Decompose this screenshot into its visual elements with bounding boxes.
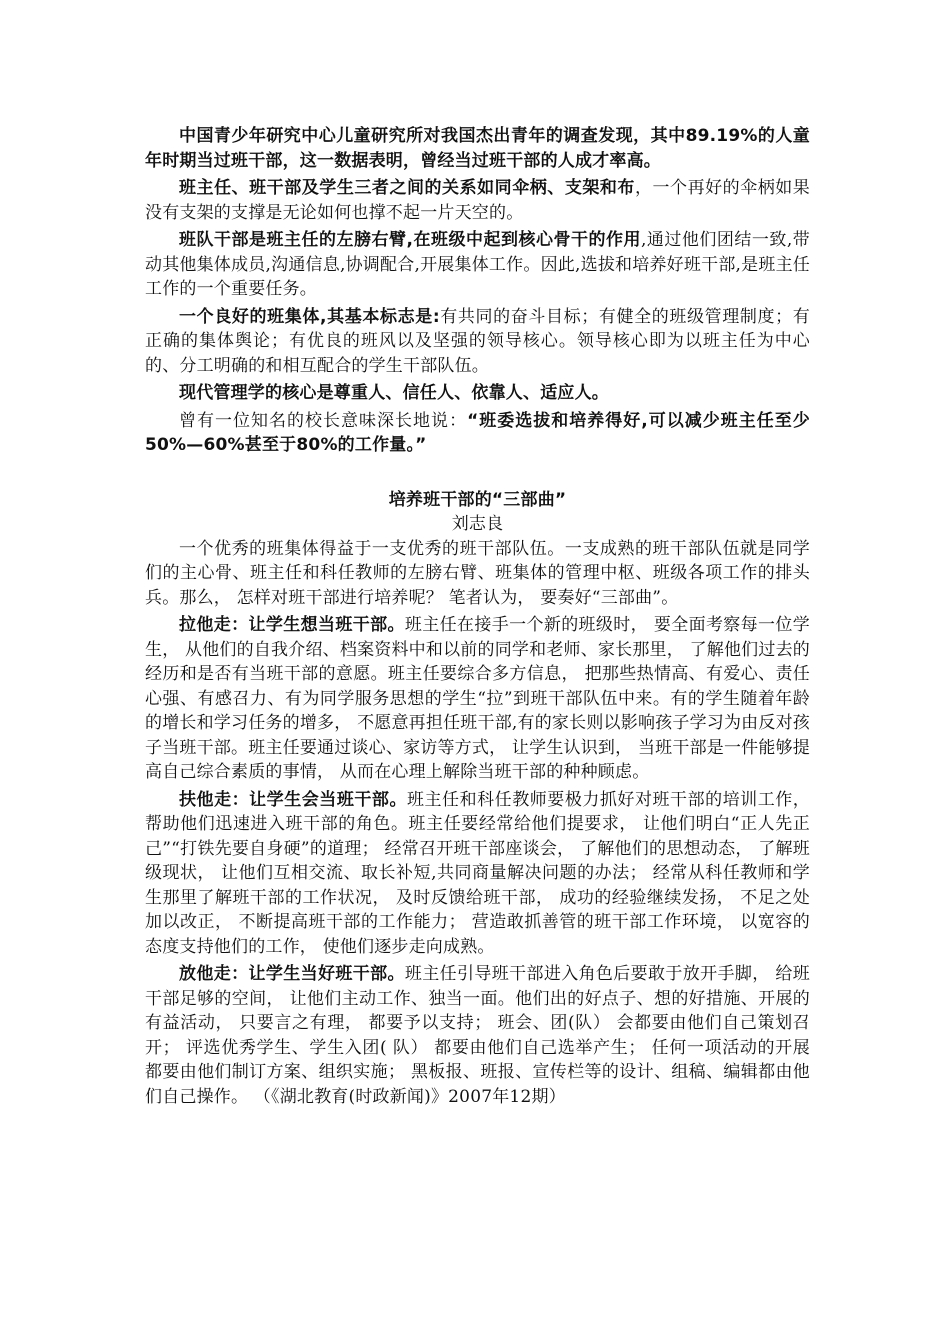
section-support-heading: 扶他走：让学生会当班干部。 bbox=[179, 789, 407, 810]
section-release-heading: 放他走：让学生当好班干部。 bbox=[179, 964, 405, 984]
section-pull-heading: 拉他走：让学生想当班干部。 bbox=[179, 615, 405, 635]
article-title: 培养班干部的“三部曲” bbox=[388, 489, 567, 510]
collective-bold-text: 一个良好的班集体,其基本标志是: bbox=[179, 306, 440, 327]
quote-lead-text: 曾有一位知名的校长意味深长地说： bbox=[179, 410, 468, 431]
intro-paragraph-cadres bbox=[145, 228, 810, 302]
document-page bbox=[145, 124, 810, 1109]
intro-paragraph-quote bbox=[145, 409, 810, 458]
quote-bold-text: “班委选拔和培养得好,可以减少班主任至少50%—60%甚至于80%的工作量。” bbox=[145, 410, 810, 455]
umbrella-text: ，一个再好的伞柄如果没有支架的支撑是无论如何也撑不起一片天空的。 bbox=[145, 178, 811, 223]
article-intro-paragraph: 一个优秀的班集体得益于一支优秀的班干部队伍。一支成熟的班干部队伍就是同学们的主心骨、班主任和科任教师的左膀右臂、班集体的管理中枢、班级各项工作的排头兵。那么， 怎样对班干部进行培养呢？ 笔者认为， 要奏好“三部曲”。 bbox=[145, 538, 810, 608]
cadres-text: ,通过他们团结一致,带动其他集体成员,沟通信息,协调配合,开展集体工作。因此,选拔和培养好班干部,是班主任工作的一个重要任务。 bbox=[145, 230, 810, 299]
section-support-body: 班主任和科任教师要极力抓好对班干部的培训工作， 帮助他们迅速进入班干部的角色。班主任要经常给他们提要求， 让他们明白“正人先正己”“打铁先要自身硬”的道理； 经常召开班干部座谈会， 了解他们的思想动态， 了解班级现状， 让他们互相交流、取长补短,共同商量解决问题的办法； 经常从科任教师和学生那里了解班干部的工作状况， 及时反馈给班干部， 成功的经验继续发扬， 不足之处加以改正， 不断提高班干部的工作能力； 营造敢抓善管的班干部工作环境， 以宽容的态度支持他们的工作， 使他们逐步走向成熟。 bbox=[145, 789, 810, 957]
section-pull-paragraph bbox=[145, 613, 810, 785]
section-release-body: 班主任引导班干部进入角色后要敢于放开手脚， 给班干部足够的空间， 让他们主动工作、独当一面。他们出的好点子、想的好措施、开展的有益活动， 只要言之有理， 都要予以支持； 班会、团(队） 会都要由他们自己策划召开； 评选优秀学生、学生入团( 队） 都要由他们自己选举产生； 任何一项活动的开展都要由他们制订方案、组织实施； 黑板报、班报、宣传栏等的设计、组稿、编辑都由他们自己操作。 （《湖北教育(时政新闻)》2007年12期） bbox=[145, 964, 810, 1107]
intro-paragraph-umbrella bbox=[145, 176, 810, 225]
article-author: 刘志良 bbox=[451, 514, 504, 534]
umbrella-bold-text: 班主任、班干部及学生三者之间的关系如同伞柄、支架和布 bbox=[179, 178, 635, 198]
section-pull-body: 班主任在接手一个新的班级时， 要全面考察每一位学生， 从他们的自我介绍、档案资料中和以前的同学和老师、家长那里， 了解他们过去的经历和是否有当班干部的意愿。班主任要综合多方信息， 把那些热情高、有爱心、责任心强、有感召力、有为同学服务思想的学生“拉”到班干部队伍中来。有的学生随着年龄的增长和学习任务的增多， 不愿意再担任班干部,有的家长则以影响孩子学习为由反对孩子当班干部。班主任要通过谈心、家访等方式， 让学生认识到， 当班干部是一件能够提高自己综合素质的事情， 从而在心理上解除当班干部的种种顾虑。 bbox=[145, 615, 810, 782]
intro-paragraph-management: 现代管理学的核心是尊重人、信任人、依靠人、适应人。 bbox=[179, 383, 609, 403]
section-support-paragraph bbox=[145, 788, 810, 960]
section-release-paragraph bbox=[145, 962, 810, 1109]
intro-paragraph-survey: 中国青少年研究中心儿童研究所对我国杰出青年的调查发现，其中89.19%的人童年时期当过班干部，这一数据表明，曾经当过班干部的人成才率高。 bbox=[145, 126, 810, 171]
cadres-bold-text: 班队干部是班主任的左膀右臂,在班级中起到核心骨干的作用 bbox=[179, 230, 641, 250]
intro-paragraph-class-collective bbox=[145, 305, 810, 379]
collective-text: 有共同的奋斗目标；有健全的班级管理制度；有正确的集体舆论；有优良的班风以及坚强的领导核心。领导核心即为以班主任为中心的、分工明确的和相互配合的学生干部队伍。 bbox=[145, 306, 810, 376]
